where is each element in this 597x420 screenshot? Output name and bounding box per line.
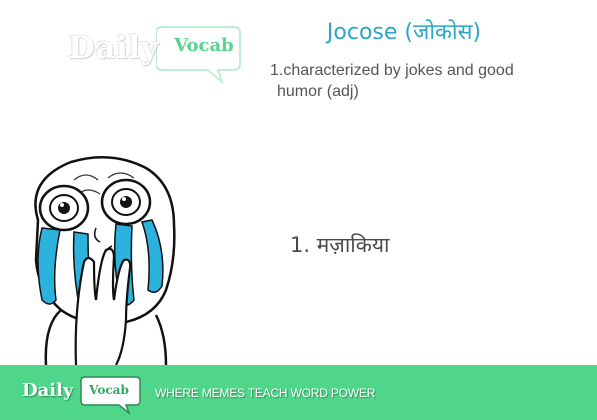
definition-line-2: humor (adj): [277, 83, 359, 100]
footer-tagline: WHERE MEMES TEACH WORD POWER: [155, 386, 376, 400]
hindi-translation: 1. मज़ाकिया: [290, 233, 390, 257]
logo-daily-text: Daily: [68, 30, 160, 66]
logo-vocab-text: Vocab: [174, 35, 234, 56]
word-title: Jocose (जोकोस): [326, 20, 482, 45]
footer-daily-text: Daily: [22, 380, 74, 401]
word-definition: [270, 60, 560, 102]
crying-happy-rage-face-icon: [16, 150, 181, 365]
footer-vocab-text: Vocab: [89, 383, 129, 397]
definition-line-1: 1.characterized by jokes and good: [270, 62, 514, 79]
header-logo: [68, 24, 243, 86]
footer-bar: [0, 365, 597, 420]
